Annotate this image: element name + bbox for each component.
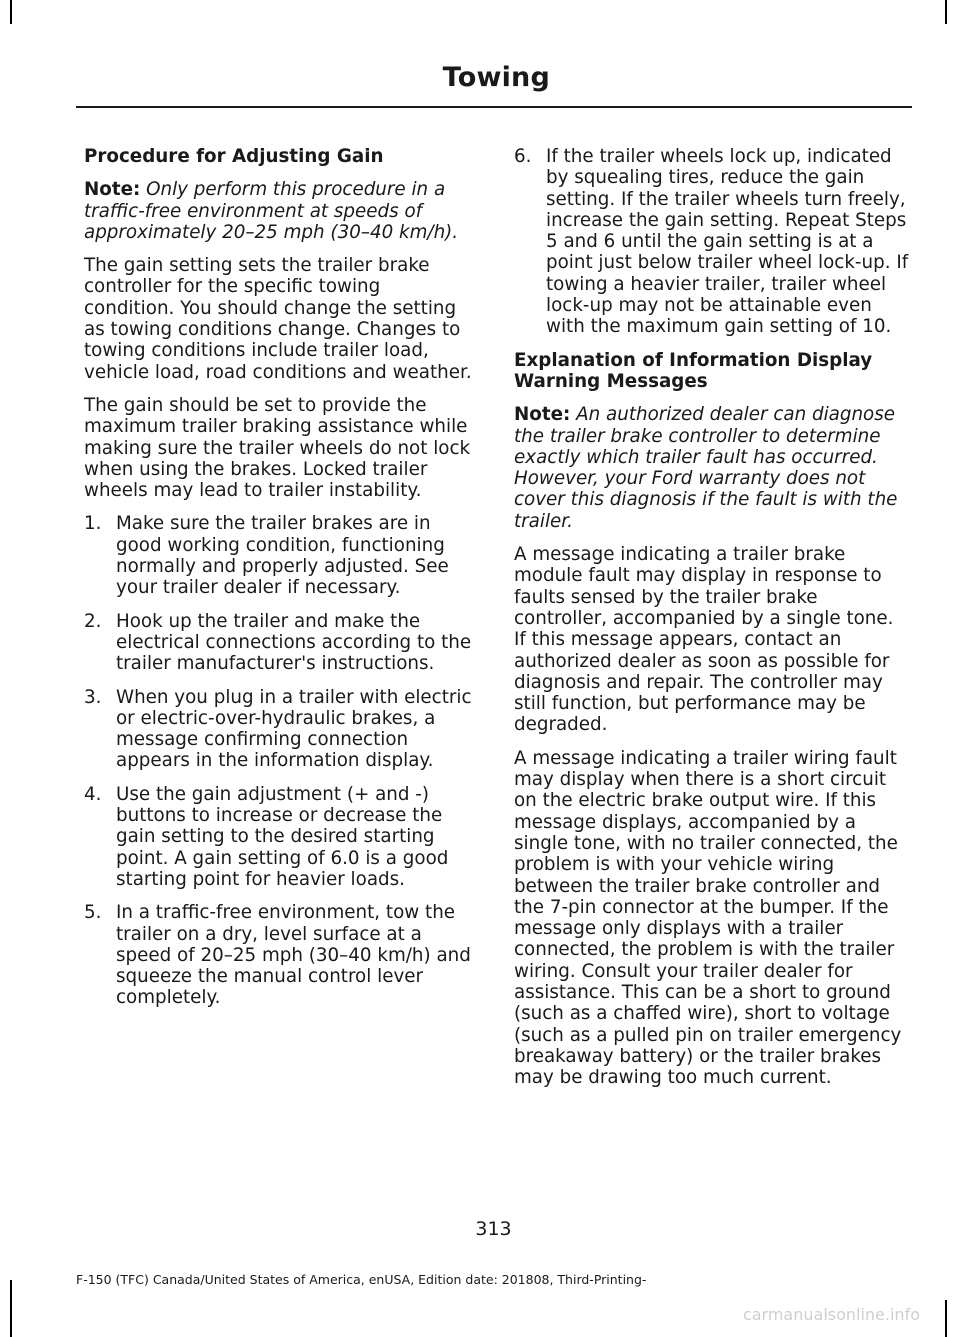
note-text: Only perform this procedure in a traffic-free environment at speeds of approximately 20–25 mph (30–40 km/h). (84, 179, 459, 243)
list-item (84, 611, 476, 675)
step-number: 3. (84, 686, 102, 708)
list-item (84, 687, 476, 772)
crop-mark-bottom-right (945, 1300, 947, 1337)
header-divider (76, 106, 912, 108)
body-paragraph: The gain setting sets the trailer brake controller for the specific towing condition. You should change the setting as towing conditions change. Changes to towing conditions include trailer load, vehicle load, road conditions and weather. (84, 255, 472, 383)
crop-mark-top-left (10, 0, 12, 24)
step-number: 1. (84, 513, 102, 535)
crop-mark-bottom-left (10, 1280, 12, 1337)
procedure-heading: Procedure for Adjusting Gain (84, 146, 384, 167)
step-number: 2. (84, 610, 102, 632)
edition-footer: F-150 (TFC) Canada/United States of America, enUSA, Edition date: 201808, Third-Printing- (76, 1272, 647, 1287)
procedure-steps (84, 513, 476, 1008)
step-number: 4. (84, 783, 102, 805)
section-title: Towing (442, 62, 550, 93)
list-item (84, 513, 476, 598)
note-label: Note: (514, 404, 571, 426)
procedure-steps-continued (514, 146, 910, 338)
step-text: Hook up the trailer and make the electrical connections according to the trailer manufacturer's instructions. (116, 610, 472, 675)
body-paragraph: A message indicating a trailer wiring fault may display when there is a short circuit on the electric brake output wire. If this message displays, accompanied by a single tone, with no trailer connected, the problem is with your vehicle wiring between the trailer brake controller and the 7-pin connector at the bumper. If the message only displays with a trailer connected, the problem is with the trailer wiring. Consult your trailer dealer for assistance. This can be a short to ground (such as a chaffed wire), short to voltage (such as a pulled pin on trailer emergency breakaway battery) or the trailer brakes may be drawing too much current. (514, 747, 902, 1089)
note-paragraph (514, 404, 910, 532)
step-text: If the trailer wheels lock up, indicated by squealing tires, reduce the gain setting. If the trailer wheels turn freely, increase the gain setting. Repeat Steps 5 and 6 until the gain setting is at a point just below trailer wheel lock-up. If towing a heavier trailer, trailer wheel lock-up may not be attainable even with the maximum gain setting of 10. (546, 146, 909, 338)
list-item (514, 146, 910, 338)
left-column (84, 146, 476, 1021)
step-number: 6. (514, 146, 532, 167)
body-paragraph: The gain should be set to provide the maximum trailer braking assistance while making sure the trailer wheels do not lock when using the brakes. Locked trailer wheels may lead to trailer instability. (84, 394, 471, 502)
step-number: 5. (84, 902, 102, 924)
crop-mark-top-right (945, 0, 947, 24)
warning-messages-heading: Explanation of Information Display Warning Messages (514, 349, 873, 392)
watermark-logo: carmanualsonline.info (742, 1305, 920, 1324)
note-text: An authorized dealer can diagnose the trailer brake controller to determine exactly which trailer fault has occurred. However, your Ford warranty does not cover this diagnosis if the fault is with the trailer. (514, 404, 898, 532)
page-number: 313 (475, 1218, 512, 1240)
body-paragraph: A message indicating a trailer brake module fault may display in response to faults sensed by the trailer brake controller, accompanied by a single tone. If this message appears, contact an authorized dealer as soon as possible for diagnosis and repair. The controller may still function, but performance may be degraded. (514, 544, 894, 736)
step-text: When you plug in a trailer with electric or electric-over-hydraulic brakes, a message confirming connection appears in the information display. (116, 686, 472, 772)
step-text: Make sure the trailer brakes are in good working condition, functioning normally and properly adjusted. See your trailer dealer if necessary. (116, 513, 449, 599)
step-text: In a traffic-free environment, tow the trailer on a dry, level surface at a speed of 20–25 mph (30–40 km/h) and squeeze the manual control lever completely. (116, 902, 471, 1009)
right-column (514, 146, 910, 1100)
list-item (84, 784, 476, 890)
step-text: Use the gain adjustment (+ and -) buttons to increase or decrease the gain setting to the desired starting point. A gain setting of 6.0 is a good starting point for heavier loads. (116, 783, 449, 890)
list-item (84, 902, 476, 1008)
note-label: Note: (84, 179, 141, 201)
note-paragraph (84, 179, 476, 243)
